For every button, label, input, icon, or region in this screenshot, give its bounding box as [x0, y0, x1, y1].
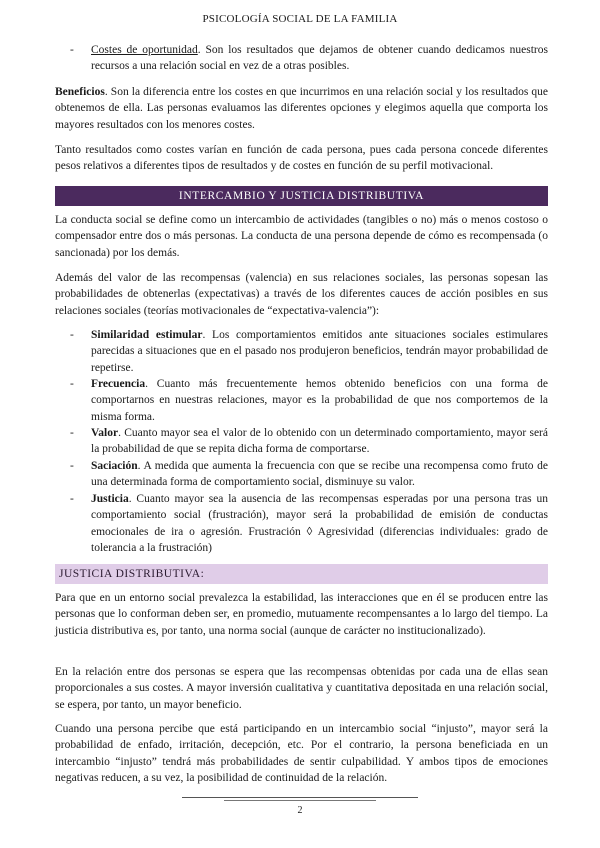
list-item-text [91, 327, 548, 376]
list-item-body: . Son los resultados que dejamos de obtener cuando dedicamos nuestros recursos a una relación social en vez de a otras posibles. [91, 44, 548, 73]
list-dash: - [70, 493, 74, 505]
list-item-valor [70, 425, 548, 458]
list-item-term: Costes de oportunidad [91, 44, 198, 56]
list-dash: - [70, 44, 74, 56]
page-header-title: PSICOLOGÍA SOCIAL DE LA FAMILIA [202, 13, 398, 25]
list-item-similaridad [70, 327, 548, 376]
list-item-body: . Cuanto mayor sea la ausencia de las recompensas esperadas por una persona tras un comportamiento social (frustración), mayor será la probabilidad de emisión de conductas emocionales de ira o agresión. Frustración ◊ Agresividad (diferencias individuales: grado de tolerancia a la frustración) [91, 493, 548, 555]
section-heading-justicia-distributiva [55, 564, 548, 584]
list-item-term: Saciación [91, 460, 138, 472]
list-item-body: . Cuanto mayor sea el valor de lo obtenido con un determinado comportamiento, mayor será la probabilidad de que se repita dicha forma de comportarse. [91, 427, 548, 456]
list-item-term: Frecuencia [91, 378, 146, 390]
list-dash: - [70, 329, 74, 341]
paragraph-beneficios [55, 84, 548, 133]
list-item-costes-oportunidad [70, 42, 548, 75]
list-item-frecuencia [70, 376, 548, 425]
list-item-body: . Cuanto más frecuentemente hemos obtenido beneficios con una forma de comportarnos en nuestras relaciones, mayor es la probabilidad de que nos comportemos de la misma forma. [91, 378, 548, 423]
list-dash: - [70, 378, 74, 390]
list-item-term: Justicia [91, 493, 129, 505]
page-number: 2 [297, 805, 303, 816]
footer-divider [182, 797, 418, 798]
section-heading-text: JUSTICIA DISTRIBUTIVA: [59, 568, 205, 580]
list-item-text [91, 376, 548, 425]
section-heading-intercambio: INTERCAMBIO Y JUSTICIA DISTRIBUTIVA [55, 186, 548, 206]
list-item-justicia [70, 491, 548, 557]
footer-divider-short [224, 800, 376, 801]
list-item-text [91, 42, 548, 75]
list-item-term: Valor [91, 427, 119, 439]
list-item-text [91, 458, 548, 491]
paragraph-entorno-social: Para que en un entorno social prevalezca la estabilidad, las interacciones que en él se producen entre las personas que lo conforman deben ser, en promedio, mutuamente recompensantes a lo largo del tiempo. La justicia distributiva es, por tanto, una norma social (aunque de carácter no institucionalizado). [55, 592, 548, 637]
paragraph-body: . Son la diferencia entre los costes en que incurrimos en una relación social y los resultados que obtenemos de ella. Las personas evaluamos las diferentes opciones y elegimos aquella que comporta los mayores resultados con los menores costes. [55, 86, 548, 131]
list-item-body: . A medida que aumenta la frecuencia con que se recibe una recompensa como fruto de una determinada forma de comportamiento social, disminuye su valor. [91, 460, 548, 489]
paragraph-tanto-resultados: Tanto resultados como costes varían en función de cada persona, pues cada persona concede diferentes pesos relativos a diferentes tipos de resultados y de costes en función de su perfil motivacional. [55, 144, 548, 173]
paragraph-valor-recompensas: Además del valor de las recompensas (valencia) en sus relaciones sociales, las personas sopesan las probabilidades de obtenerlas (expectativas) a través de los diferentes cauces de acción posibles en sus relaciones sociales (teorías motivacionales de “expectativa-valencia”): [55, 272, 548, 317]
list-item-text [91, 491, 548, 557]
list-dash: - [70, 460, 74, 472]
list-item-body: . Los comportamientos emitidos ante situaciones sociales estimulares parecidas a situaciones que en el pasado nos produjeron beneficios, tendrán mayor probabilidad de repetirse. [91, 329, 548, 374]
paragraph-term: Beneficios [55, 86, 105, 98]
list-item-text [91, 425, 548, 458]
list-item-term: Similaridad estimular [91, 329, 203, 341]
list-item-saciacion [70, 458, 548, 491]
paragraph-intercambio-injusto: Cuando una persona percibe que está participando en un intercambio social “injusto”, mayor será la probabilidad de enfado, irritación, decepción, etc. Por el contrario, la persona beneficiada en un intercambio “injusto” tendrá más probabilidades de sentir culpabilidad. Y ambos tipos de emociones negativas reducen, a su vez, la posibilidad de continuidad de la relación. [55, 723, 548, 785]
paragraph-relacion-dos-personas: En la relación entre dos personas se espera que las recompensas obtenidas por cada una de ellas sean proporcionales a sus costes. A mayor inversión cualitativa y cuantitativa depositada en una relación social, se espera, por tanto, un mayor beneficio. [55, 666, 548, 711]
list-dash: - [70, 427, 74, 439]
paragraph-conducta-social: La conducta social se define como un intercambio de actividades (tangibles o no) más o menos costoso o compensador entre dos o más personas. La conducta de una persona depende de cómo es recompensada (o sancionada) por los demás. [55, 214, 548, 259]
